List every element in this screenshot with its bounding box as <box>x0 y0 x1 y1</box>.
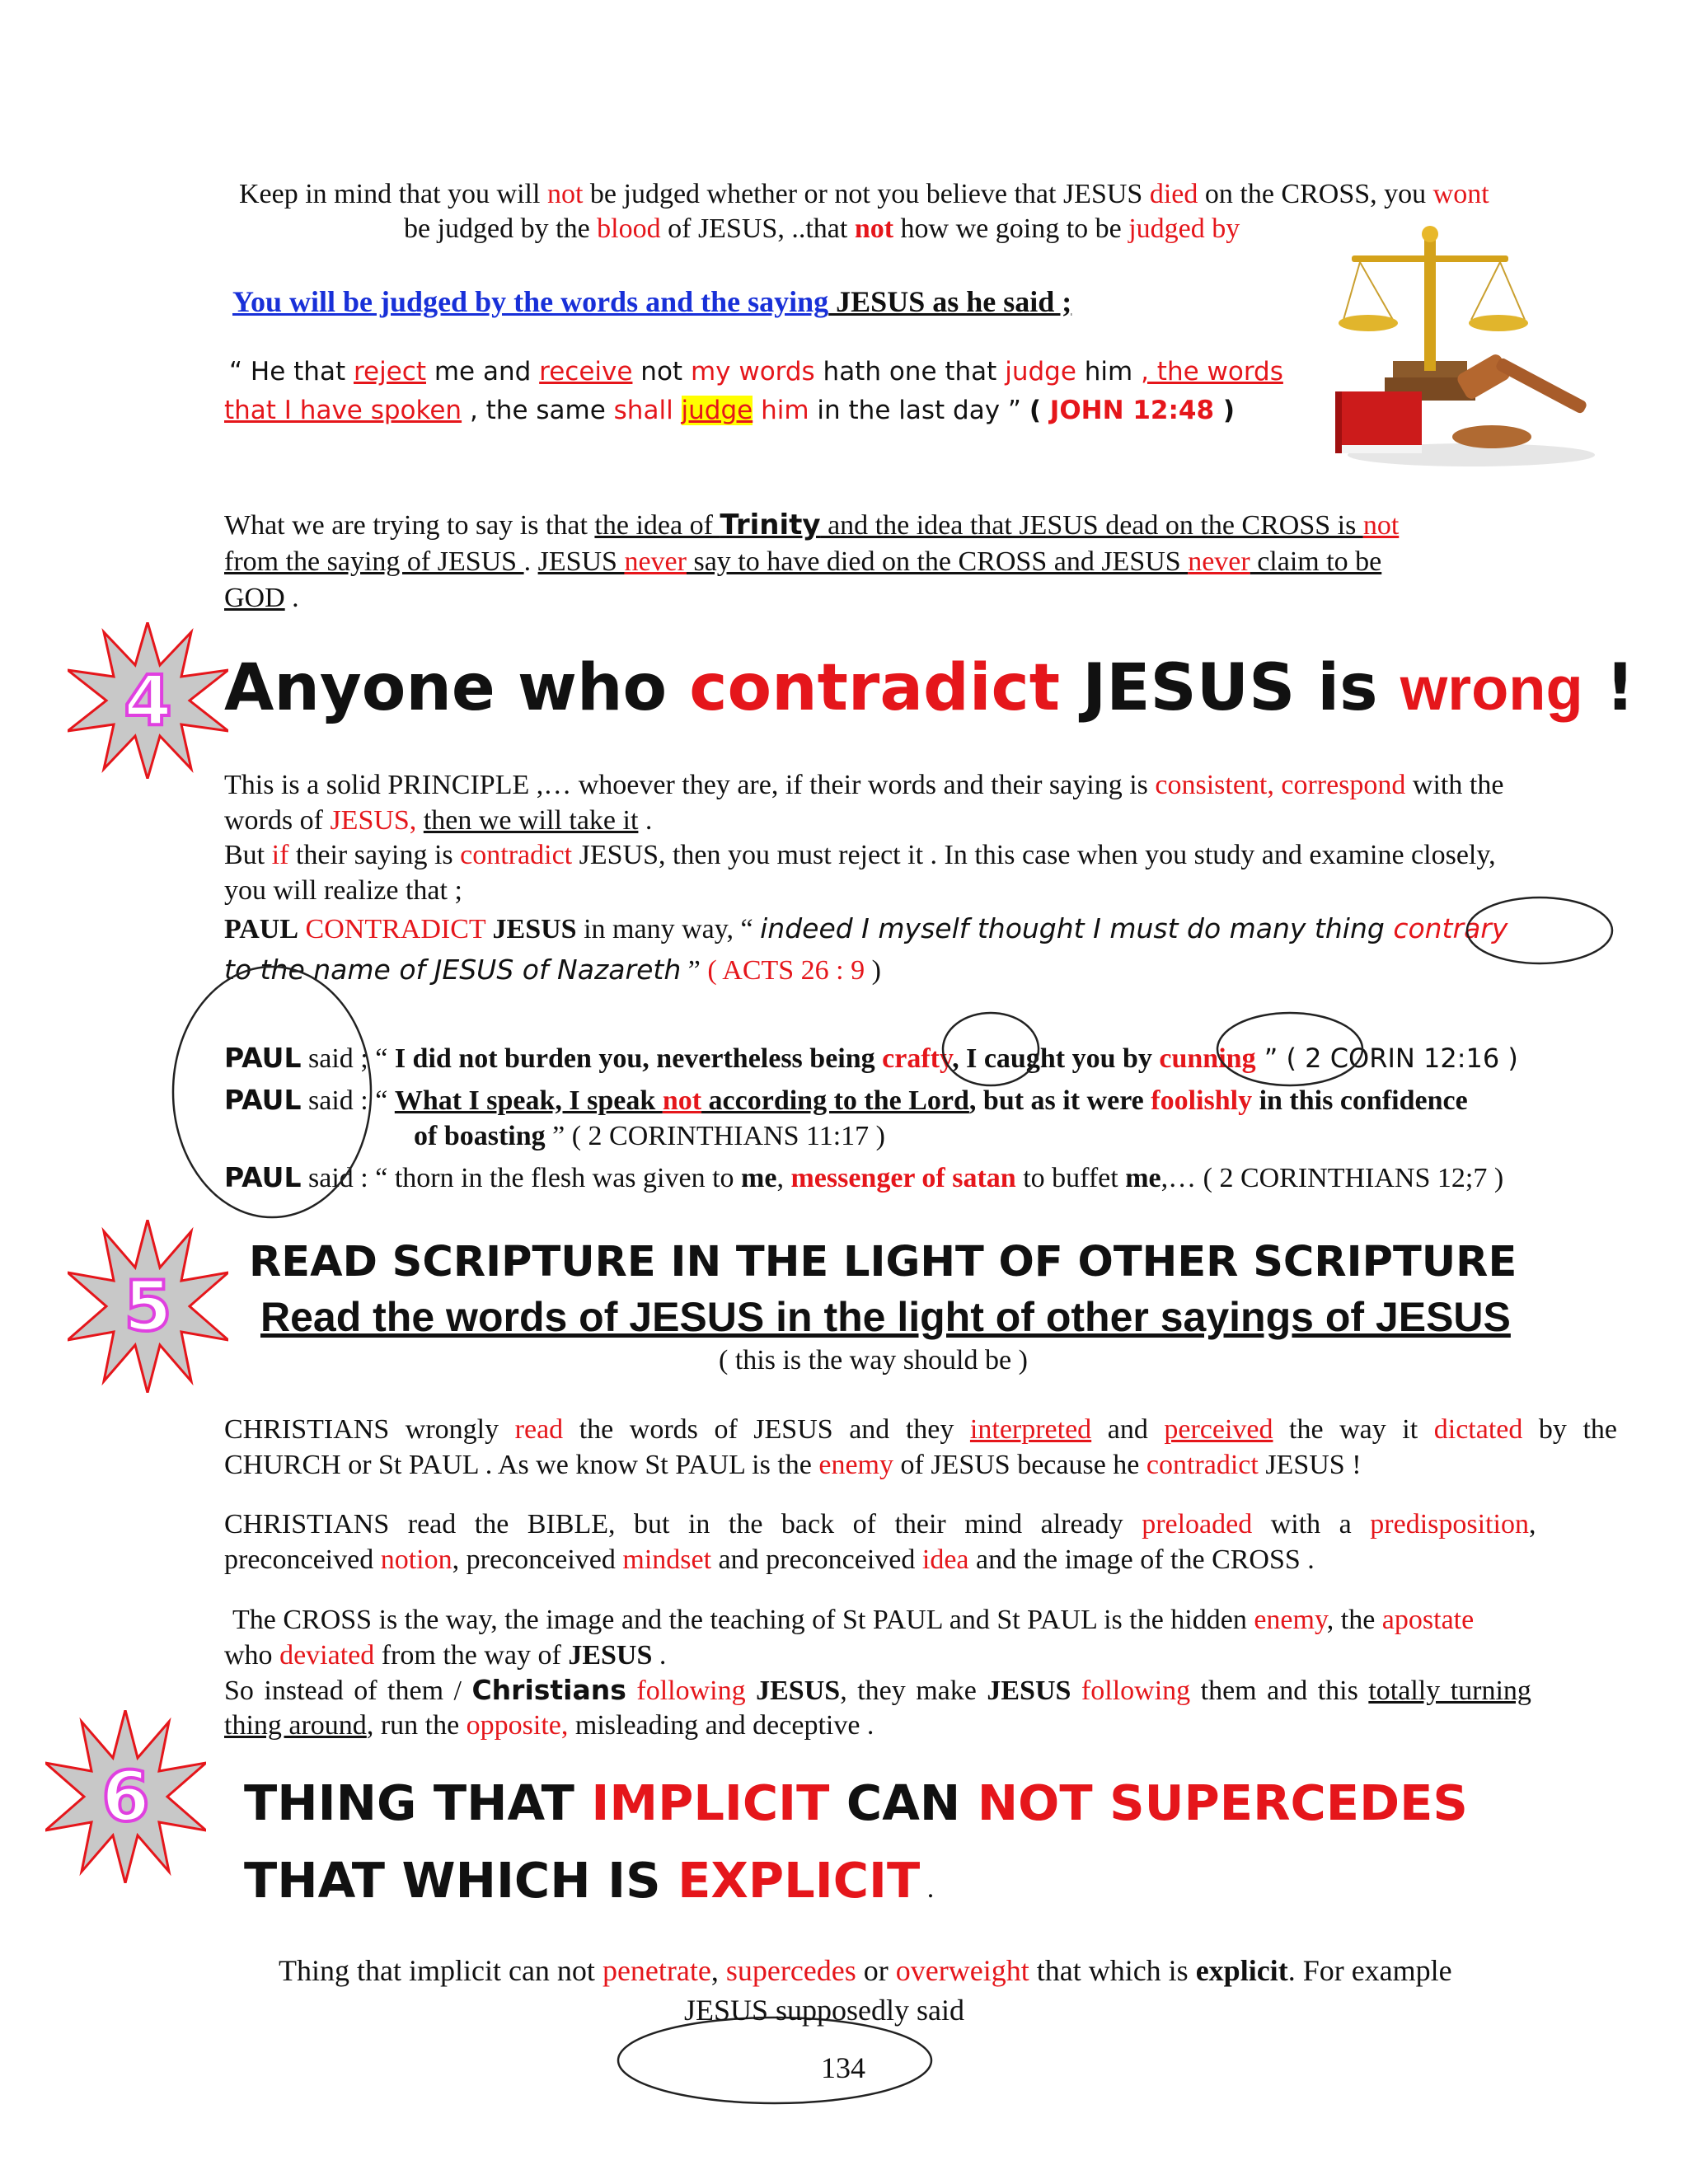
heading-emph: contradict <box>689 651 1061 725</box>
body-strong: me <box>741 1163 777 1193</box>
body-strong: in this confidence <box>1252 1085 1468 1116</box>
acts-quote-emph: contrary <box>1393 912 1508 944</box>
body-text: , preconceived <box>452 1544 623 1575</box>
body-text: and <box>1091 1414 1165 1445</box>
quote-emph: receive <box>539 357 633 387</box>
intro-emph: died <box>1149 179 1198 209</box>
acts-quote: to the name of JESUS of Nazareth <box>224 954 682 986</box>
trinity-underlined: JESUS <box>537 546 625 577</box>
body-text <box>1071 1675 1081 1706</box>
section-5-heading-2 <box>260 1291 1511 1343</box>
circle-cunning <box>1217 1013 1362 1085</box>
acts-quote: indeed I myself thought I must do many thing <box>760 912 1394 944</box>
body-strong: I did not burden you, nevertheless being <box>394 1043 883 1074</box>
trinity-underlined: from the saying of JESUS <box>224 546 524 577</box>
body-text: JESUS supposedly said <box>684 1994 965 2027</box>
circle-paul-labels <box>173 967 371 1217</box>
section-6-number: 6 <box>101 1756 150 1837</box>
body-text: CHURCH or St PAUL . As we know St PAUL is the <box>224 1450 819 1480</box>
body-emph: if <box>271 840 289 870</box>
intro-text: Keep in mind that you will <box>239 179 547 209</box>
body-emph: dictated <box>1433 1414 1523 1445</box>
body-strong: PAUL <box>224 914 299 944</box>
implicit-para-line-1 <box>279 1953 1452 1988</box>
body-emph: apostate <box>1381 1605 1475 1635</box>
paul-label: PAUL <box>224 1161 302 1193</box>
body-text: misleading and deceptive . <box>568 1710 874 1741</box>
trinity-underlined: and the idea that JESUS dead on the CROSS is <box>820 510 1363 541</box>
body-emph: cunning <box>1159 1043 1256 1074</box>
body-text: the way it <box>1273 1414 1434 1445</box>
body-text: CHRISTIANS wrongly <box>224 1414 515 1445</box>
body-underlined: thing around <box>224 1710 367 1741</box>
quote-highlight: judge <box>681 396 753 425</box>
trinity-text: . <box>284 583 299 613</box>
paul-label: PAUL <box>224 1042 302 1074</box>
intro-emph: not <box>854 213 894 244</box>
body-emph: opposite, <box>466 1710 569 1741</box>
heading-emph: EXPLICIT <box>678 1852 921 1909</box>
section-5-heading-1 <box>249 1236 1517 1289</box>
body-text: CHRISTIANS read the BIBLE, but in the back of their mind already <box>224 1509 1142 1540</box>
body-text: said : “ thorn in the flesh was given to <box>301 1163 742 1193</box>
body-text: from the way of <box>374 1640 569 1671</box>
section-5-badge <box>68 1220 228 1393</box>
body-strong: explicit <box>1195 1954 1288 1987</box>
heading-emph: wrong <box>1400 654 1583 723</box>
body-text: and the image of the CROSS . <box>968 1544 1315 1575</box>
body-emph: contradict <box>460 840 573 870</box>
quote-text: me and <box>426 357 540 387</box>
body-text: who <box>224 1640 280 1671</box>
section-6-heading-2 <box>244 1849 934 1912</box>
body-text: JESUS, then you must reject it . In this case when you study and examine closely, <box>572 840 1496 870</box>
body-text: you will realize that ; <box>224 875 462 906</box>
body-strong: JESUS <box>756 1675 841 1706</box>
body-text: , run the <box>366 1710 467 1741</box>
body-reference: ” ( 2 CORIN 12:16 ) <box>1255 1043 1518 1074</box>
heading-text: ! <box>1582 651 1635 725</box>
intro-emph: blood <box>597 213 661 244</box>
body-text: The CROSS is the way, the image and the teaching of St PAUL and St PAUL is the hidden <box>232 1605 1254 1635</box>
heading-emph: IMPLICIT <box>591 1774 830 1831</box>
body-text: , the <box>1326 1605 1382 1635</box>
quote-emph: , the words <box>1141 357 1283 387</box>
body-text: preconceived <box>224 1544 381 1575</box>
body-emph: not <box>662 1085 702 1116</box>
body-underlined: according to the Lord <box>701 1085 969 1116</box>
body-emph: messenger of satan <box>790 1163 1016 1193</box>
intro-text: on the CROSS, you <box>1198 179 1433 209</box>
section-6-heading-1 <box>244 1772 1468 1835</box>
cross-para-line-1 <box>232 1603 1474 1638</box>
body-text: in many way, “ <box>576 914 761 944</box>
body-emph: foolishly <box>1151 1085 1253 1116</box>
body-emph: preloaded <box>1142 1509 1253 1540</box>
body-text: them and this <box>1190 1675 1369 1706</box>
body-text: of JESUS because he <box>893 1450 1146 1480</box>
body-text: . For example <box>1287 1954 1452 1987</box>
body-text: by the <box>1522 1414 1617 1445</box>
body-text: ,… ( 2 CORINTHIANS 12;7 ) <box>1160 1163 1504 1193</box>
body-emph: following <box>1081 1675 1191 1706</box>
body-text: words of <box>224 805 331 836</box>
body-underlined: totally turning <box>1368 1675 1531 1706</box>
body-strong: , but as it were <box>968 1085 1151 1116</box>
judged-heading-black: JESUS as he said ; <box>828 285 1072 318</box>
quote-text: not <box>632 357 691 387</box>
body-emph: idea <box>921 1544 969 1575</box>
body-text: , <box>710 1954 726 1987</box>
page-number-text: 134 <box>821 2051 865 2084</box>
quote-emph: my words <box>690 357 815 387</box>
quote-text: him <box>1076 357 1142 387</box>
section-6-badge <box>45 1710 206 1883</box>
trinity-underlined: claim to be <box>1250 546 1382 577</box>
body-strong: , I caught you by <box>952 1043 1160 1074</box>
intro-emph: wont <box>1432 179 1489 209</box>
body-text: or <box>856 1954 896 1987</box>
intro-emph: judged by <box>1128 213 1240 244</box>
trinity-underlined: say to have died on the CROSS and JESUS <box>686 546 1189 577</box>
quote-ref-paren: ( <box>1029 396 1050 425</box>
trinity-text: What we are trying to say is that <box>224 510 595 541</box>
body-emph: interpreted <box>969 1414 1092 1445</box>
acts-reference: ( ACTS 26 : 9 <box>707 955 865 986</box>
heading-text: Anyone who <box>224 651 690 725</box>
trinity-underlined: the idea of <box>594 510 720 541</box>
body-text: their saying is <box>288 840 461 870</box>
quote-reference: JOHN 12:48 <box>1049 396 1215 425</box>
paul-label: PAUL <box>224 1084 302 1116</box>
intro-text: how we going to be <box>893 213 1129 244</box>
heading-underlined: Read the words of JESUS in the light of other sayings of JESUS <box>260 1294 1511 1340</box>
body-emph: crafty <box>882 1043 953 1074</box>
body-text: . <box>638 805 653 836</box>
intro-text: be judged by the <box>404 213 598 244</box>
body-underlined: What I speak, I speak <box>394 1085 663 1116</box>
quote-emph: that I have spoken <box>224 396 462 425</box>
heading-text: JESUS is <box>1060 651 1400 725</box>
heading-text: . <box>920 1873 935 1904</box>
section-5-subheading <box>719 1343 1028 1378</box>
body-text: JESUS ! <box>1258 1450 1362 1480</box>
body-emph: predisposition <box>1370 1509 1529 1540</box>
trinity-emph: not <box>1362 510 1400 541</box>
body-text: with a <box>1252 1509 1371 1540</box>
body-emph: read <box>514 1414 564 1445</box>
quote-emph: reject <box>353 357 426 387</box>
body-text: to buffet <box>1015 1163 1126 1193</box>
body-emph: enemy <box>1254 1605 1327 1635</box>
body-text: ” <box>681 955 708 986</box>
body-text: that which is <box>1029 1954 1196 1987</box>
body-emph: overweight <box>895 1954 1029 1987</box>
quote-text: hath one that <box>814 357 1006 387</box>
cross-para-line-4 <box>224 1708 874 1743</box>
body-reference: ” ( 2 CORINTHIANS 11:17 ) <box>545 1121 886 1151</box>
body-text: , <box>1528 1509 1536 1540</box>
intro-text: of JESUS, ..that <box>660 213 855 244</box>
body-emph: following <box>636 1675 746 1706</box>
body-strong: JESUS <box>568 1640 653 1671</box>
circle-page-number <box>618 2018 931 2103</box>
body-emph: consistent, correspond <box>1155 770 1406 800</box>
trinity-keyword: Trinity <box>720 509 821 541</box>
christians-para-1-line-1 <box>224 1413 1617 1447</box>
body-emph: mindset <box>622 1544 712 1575</box>
body-emph: supercedes <box>725 1954 856 1987</box>
quote-text: , the same <box>462 396 614 425</box>
body-emph: JESUS, <box>330 805 417 836</box>
quote-text: in the last day ” <box>809 396 1029 425</box>
body-text: Thing that implicit can not <box>279 1954 603 1987</box>
body-text: said : “ <box>301 1085 395 1116</box>
body-text: This is a solid PRINCIPLE ,… whoever they are, if their words and their saying is <box>224 770 1156 800</box>
trinity-emph: never <box>1188 546 1250 577</box>
body-strong: Christians <box>471 1674 626 1706</box>
body-emph: contradict <box>1146 1450 1259 1480</box>
body-emph: deviated <box>279 1640 375 1671</box>
christians-para-1-line-2 <box>224 1448 1362 1483</box>
body-strong: of boasting <box>414 1121 546 1151</box>
heading-text: THING THAT <box>244 1774 592 1831</box>
body-underlined: then we will take it <box>423 805 639 836</box>
body-text: with the <box>1405 770 1504 800</box>
quote-emph: shall <box>613 396 673 425</box>
christians-para-2-line-1 <box>224 1507 1617 1542</box>
christians-para-2-line-2 <box>224 1543 1315 1577</box>
circle-crafty <box>943 1013 1039 1085</box>
judged-heading-blue: You will be judged by the words and the saying <box>232 285 829 318</box>
body-text: . <box>652 1640 667 1671</box>
heading-text: READ SCRIPTURE IN THE LIGHT OF OTHER SCRIPTURE <box>249 1238 1517 1286</box>
body-text: the words of JESUS and they <box>563 1414 970 1445</box>
cross-para-line-2 <box>224 1638 666 1673</box>
heading-text: CAN <box>829 1774 978 1831</box>
body-emph: CONTRADICT <box>298 914 493 944</box>
heading-text: THAT WHICH IS <box>244 1852 678 1909</box>
section-5-number: 5 <box>124 1266 172 1347</box>
body-emph: penetrate <box>602 1954 711 1987</box>
page-number <box>821 2050 865 2085</box>
body-text <box>626 1675 637 1706</box>
body-text: , <box>776 1163 791 1193</box>
body-strong: me <box>1125 1163 1161 1193</box>
trinity-underlined: GOD <box>224 583 285 613</box>
quote-emph: judge <box>1005 357 1076 387</box>
body-text: So instead of them / <box>224 1675 472 1706</box>
body-text: , they make <box>840 1675 987 1706</box>
intro-text: be judged whether or not you believe that JESUS <box>583 179 1150 209</box>
body-strong: JESUS <box>987 1675 1071 1706</box>
body-text: ( this is the way should be ) <box>719 1345 1028 1376</box>
body-text: But <box>224 840 272 870</box>
cross-para-line-3 <box>224 1673 1531 1708</box>
section-4-number: 4 <box>124 660 172 741</box>
circle-contrary <box>1467 898 1612 963</box>
body-emph: perceived <box>1164 1414 1273 1445</box>
quote-ref-paren: ) <box>1214 396 1236 425</box>
implicit-para-line-2 <box>684 1993 964 2027</box>
quote-emph: him <box>753 396 809 425</box>
trinity-emph: never <box>624 546 687 577</box>
intro-emph: not <box>546 179 584 209</box>
body-text: ) <box>865 955 881 986</box>
body-text: and preconceived <box>711 1544 922 1575</box>
heading-emph: NOT SUPERCEDES <box>977 1774 1468 1831</box>
body-emph: enemy <box>818 1450 893 1480</box>
body-strong: JESUS <box>492 914 577 944</box>
body-text <box>746 1675 757 1706</box>
quote-text: “ He that <box>229 357 354 387</box>
trinity-text: . <box>523 546 538 577</box>
body-emph: notion <box>380 1544 452 1575</box>
body-text: said ; “ <box>301 1043 395 1074</box>
